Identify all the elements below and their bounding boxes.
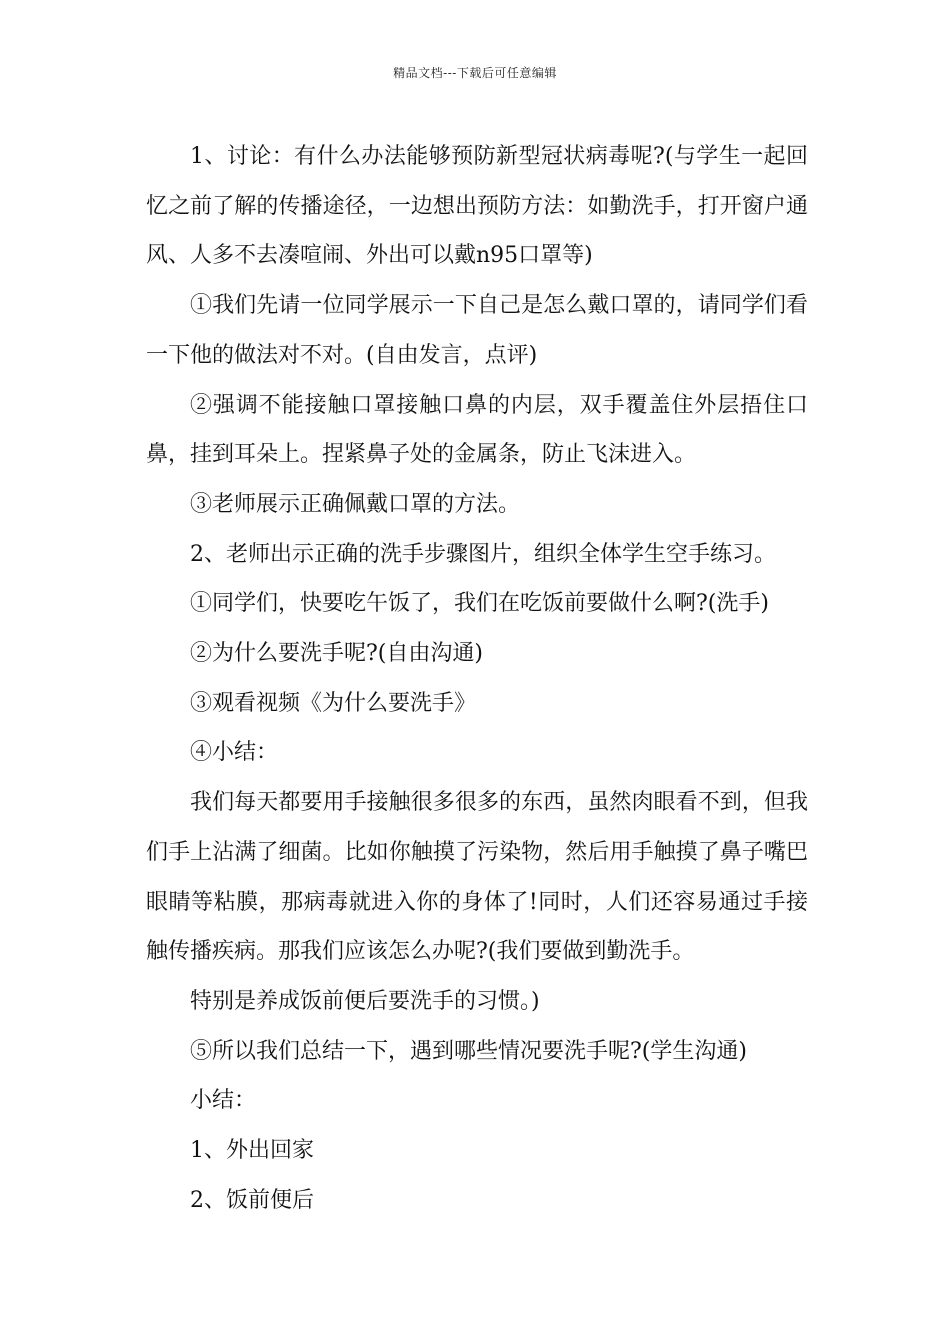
- paragraph-handwash-steps: 2、老师出示正确的洗手步骤图片，组织全体学生空手练习。: [190, 541, 776, 567]
- document-body: [146, 132, 808, 1225]
- list-item-before-after-meals: 2、饭前便后: [190, 1187, 314, 1213]
- paragraph-habit: 特别是养成饭前便后要洗手的习惯。): [190, 988, 540, 1014]
- paragraph-summary-heading: 小结：: [190, 1088, 257, 1114]
- paragraph-why-wash: ②为什么要洗手呢?(自由沟通): [190, 641, 483, 667]
- paragraph-mask-emphasis: ②强调不能接触口罩接触口鼻的内层，双手覆盖住外层捂住口鼻，挂到耳朵上。捏紧鼻子处的金属条，防止飞沫进入。: [146, 392, 808, 468]
- paragraph-mask-demo: ①我们先请一位同学展示一下自己是怎么戴口罩的，请同学们看一下他的做法对不对。(自由发言，点评): [146, 293, 808, 368]
- paragraph-discussion-prevention: 1、讨论：有什么办法能够预防新型冠状病毒呢?(与学生一起回忆之前了解的传播途径，一边想出预防方法：如勤洗手，打开窗户通风、人多不去凑喧闹、外出可以戴n95口罩等): [146, 144, 808, 269]
- list-item-go-out: 1、外出回家: [190, 1138, 314, 1164]
- paragraph-when-to-wash: ⑤所以我们总结一下，遇到哪些情况要洗手呢?(学生沟通): [190, 1038, 747, 1064]
- paragraph-summary-label: ④小结：: [190, 740, 279, 766]
- paragraph-watch-video: ③观看视频《为什么要洗手》: [190, 690, 477, 716]
- paragraph-teacher-mask: ③老师展示正确佩戴口罩的方法。: [190, 491, 521, 517]
- page-header: 精品文档---下载后可任意编辑: [393, 66, 557, 80]
- paragraph-germs-explanation: 我们每天都要用手接触很多很多的东西，虽然肉眼看不到，但我们手上沾满了细菌。比如你触摸了污染物，然后用手触摸了鼻子嘴巴眼睛等粘膜，那病毒就进入你的身体了!同时，人们还容易通过手接触传播疾病。那我们应该怎么办呢?(我们要做到勤洗手。: [146, 790, 808, 965]
- paragraph-before-lunch: ①同学们，快要吃午饭了，我们在吃饭前要做什么啊?(洗手): [190, 591, 769, 617]
